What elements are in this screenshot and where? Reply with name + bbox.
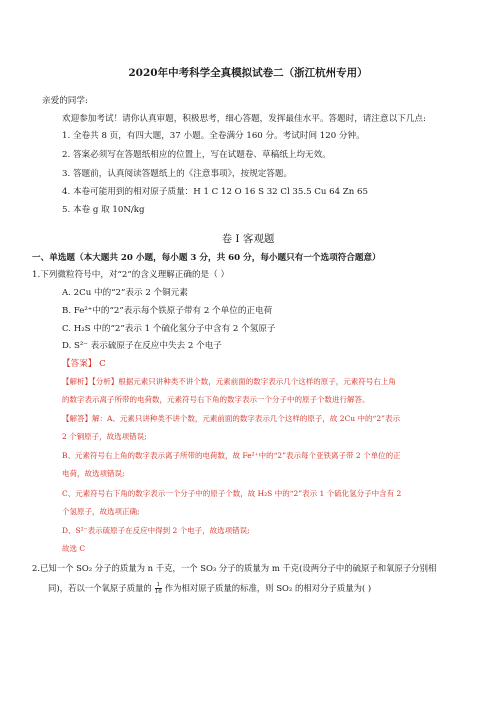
q1-option-c: C. H₂S 中的“2”表示 1 个硫化氢分子中含有 2 个氢原子 <box>62 324 276 334</box>
note-text: 答案必须写在答题纸相应的位置上，写在试题卷、草稿纸上均无效。 <box>72 150 331 160</box>
q1-option-a: A. 2Cu 中的“2”表示 2 个铜元素 <box>62 288 188 298</box>
q1-explanation-line: B、元素符号右上角的数字表示离子所带的电荷数，故 Fe²⁺中的“2”表示每个亚铁离子带 2 个单位的正 <box>62 451 401 460</box>
q1-explanation-line: D、S²⁻表示硫原子在反应中得到 2 个电子，故选项错误; <box>62 526 250 535</box>
note-number: 4. <box>62 187 71 197</box>
q1-explanation-line: 【解答】解：A、元素只讲种类不讲个数，元素前面的数字表示几个这样的原子，故 2Cu 中的“2”表示 <box>62 414 400 423</box>
fraction-denominator: 16 <box>154 589 162 595</box>
q2-stem-part: 同)，若以一个氧原子质量的 <box>48 583 152 593</box>
note-item <box>62 130 365 142</box>
note-number: 3. <box>62 169 71 179</box>
note-item <box>62 168 292 180</box>
note-number: 2. <box>62 150 71 160</box>
note-text: 本卷 g 取 10N/kg <box>72 205 145 215</box>
note-number: 1. <box>62 131 71 141</box>
q2-stem: 2.已知一个 SO₂ 分子的质量为 n 千克，一个 SO₃ 分子的质量为 m 千克(设两分子中的硫原子和氧原子分别相 <box>32 563 437 573</box>
q1-analysis: 的数字表示离子所带的电荷数，元素符号右下角的数字表示一个分子中的原子个数进行解答。 <box>62 395 370 404</box>
q1-explanation-line: 2 个铜原子，故选项错误; <box>62 432 147 441</box>
q1-explanation-line: 电荷，故选项错误; <box>62 469 125 478</box>
q1-option-d: D. S²⁻ 表示硫原子在反应中失去 2 个电子 <box>62 341 222 351</box>
q1-stem: 1.下列微粒符号中，对“2”的含义理解正确的是（ ） <box>32 270 230 280</box>
fraction <box>155 582 162 595</box>
q1-option-b: B. Fe²⁺中的“2”表示每个铁原子带有 2 个单位的正电荷 <box>62 306 273 316</box>
q2-stem-line-2 <box>48 582 371 595</box>
q1-explanation-line: C、元素符号右下角的数字表示一个分子中的原子个数，故 H₂S 中的“2”表示 1 个硫化氢分子中含有 2 <box>62 489 402 498</box>
q1-analysis: 【解析】【分析】根据元素只讲种类不讲个数，元素前面的数字表示几个这样的原子，元素符号右上角 <box>62 377 396 386</box>
note-text: 本卷可能用到的相对原子质量：H 1 C 12 O 16 S 32 Cl 35.5 Cu 64 Zn 65 <box>72 187 368 197</box>
note-text: 全卷共 8 页，有四大题，37 小题。全卷满分 160 分。考试时间 120 分钟。 <box>72 131 365 141</box>
page-title: 2020年中考科学全真模拟试卷二（浙江杭州专用） <box>128 67 368 79</box>
part-title: 一、单选题（本大题共 20 小题，每小题 3 分，共 60 分，每小题只有一个选项符合题意） <box>32 253 381 263</box>
note-item <box>62 186 368 198</box>
note-number: 5. <box>62 205 71 215</box>
q1-explanation-line: 故选 C <box>62 544 86 553</box>
q1-explanation-line: 个氢原子，故选项正确; <box>62 507 140 516</box>
intro-text: 欢迎参加考试！请你认真审题，积极思考，细心答题，发挥最佳水平。答题时，请注意以下几点: <box>62 114 426 124</box>
q2-stem-part: 作为相对原子质量的标准，则 SO₂ 的相对分子质量为( ) <box>164 583 372 593</box>
q1-answer: 【答案】 C <box>62 359 106 369</box>
greeting: 亲爱的同学: <box>42 96 88 106</box>
note-item <box>62 149 331 161</box>
section-title: 卷 I 客观题 <box>221 233 275 245</box>
note-item <box>62 204 144 216</box>
fraction-numerator: 1 <box>156 582 161 588</box>
note-text: 答题前，认真阅读答题纸上的《注意事项》，按规定答题。 <box>72 169 293 179</box>
